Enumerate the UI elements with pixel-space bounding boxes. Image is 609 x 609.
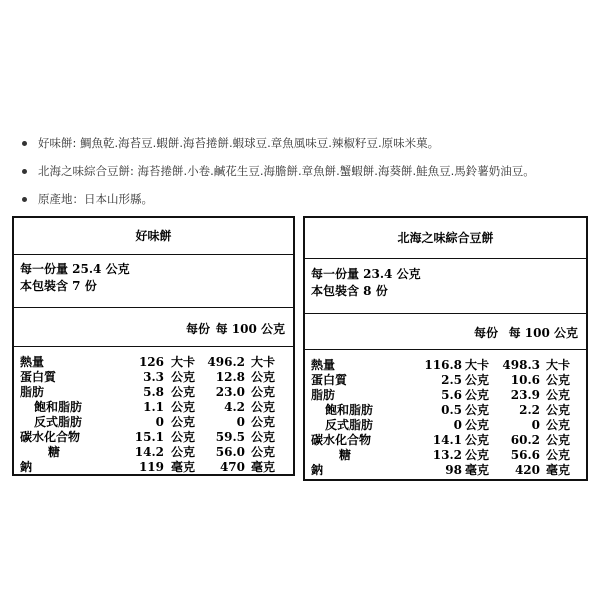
nutrient-name: 糖 [339, 448, 352, 462]
per-serving-value: 0 [453, 418, 462, 432]
per-100g-value: 56.0 [215, 445, 245, 459]
per-serving-unit: 公克 [465, 373, 490, 387]
per-100g-unit: 公克 [546, 373, 571, 387]
nutrient-name: 飽和脂肪 [34, 400, 83, 414]
nutrient-rows [14, 347, 293, 475]
serving-info [305, 259, 586, 314]
per-serving-unit: 毫克 [465, 463, 490, 477]
per-serving-unit: 公克 [171, 400, 196, 414]
nutrient-name: 反式脂肪 [34, 415, 83, 429]
per-serving-value: 14.2 [134, 445, 164, 459]
list-item [22, 129, 602, 157]
per-serving-value: 2.5 [441, 373, 462, 387]
per-100g-value: 10.6 [510, 373, 540, 387]
table-row [305, 418, 586, 433]
per-serving-unit: 公克 [171, 445, 196, 459]
list-item-text: 北海之味綜合豆餅: 海苔捲餅.小卷.鹹花生豆.海膽餅.章魚餅.蟹蝦餅.海葵餅.鮭魚豆.馬鈴薯奶油豆。 [38, 164, 535, 178]
table-row [14, 430, 293, 445]
table-row [305, 373, 586, 388]
per-100g-value: 0 [531, 418, 540, 432]
per-serving-unit: 公克 [465, 448, 490, 462]
table-row [305, 448, 586, 463]
nutrient-name: 蛋白質 [311, 373, 348, 387]
per-serving-unit: 大卡 [465, 358, 490, 372]
per-serving-unit: 毫克 [171, 460, 196, 474]
per-100g-unit: 大卡 [251, 355, 276, 369]
nutrient-name: 熱量 [20, 355, 45, 369]
per-100g-unit: 公克 [546, 388, 571, 402]
per-serving-unit: 公克 [171, 430, 196, 444]
per-100g-value: 420 [514, 463, 540, 477]
nutrient-rows [305, 350, 586, 478]
per-serving-value: 3.3 [143, 370, 164, 384]
per-100g-unit: 毫克 [251, 460, 276, 474]
per-100g-unit: 公克 [251, 430, 276, 444]
table-row [305, 463, 586, 478]
table-row [14, 370, 293, 385]
table-title: 北海之味綜合豆餅 [305, 218, 586, 259]
per-serving-unit: 公克 [171, 385, 196, 399]
per-100g-unit: 公克 [546, 403, 571, 417]
per-serving-header: 每份 [185, 322, 210, 336]
table-row [14, 445, 293, 460]
servings-per-pack: 本包裝含 8 份 [311, 284, 388, 298]
per-serving-value: 13.2 [432, 448, 462, 462]
list-item [22, 185, 602, 213]
list-item-text: 好味餅: 鯛魚乾.海苔豆.蝦餅.海苔捲餅.蝦球豆.章魚風味豆.辣椒籽豆.原味米菓。 [38, 136, 440, 150]
per-serving-value: 14.1 [432, 433, 462, 447]
table-row [14, 415, 293, 430]
table-row [14, 385, 293, 400]
nutrient-name: 鈉 [20, 460, 33, 474]
per-serving-value: 15.1 [134, 430, 164, 444]
nutrient-name: 脂肪 [311, 388, 336, 402]
per-100g-unit: 大卡 [546, 358, 571, 372]
nutrient-name: 鈉 [311, 463, 324, 477]
nutrient-name: 反式脂肪 [325, 418, 374, 432]
table-row [305, 388, 586, 403]
per-serving-value: 0.5 [441, 403, 462, 417]
bullet-icon [22, 169, 27, 174]
per-serving-value: 0 [155, 415, 164, 429]
nutrient-name: 蛋白質 [20, 370, 57, 384]
serving-size: 每一份量 25.4 公克 [20, 262, 130, 276]
per-100g-unit: 公克 [251, 400, 276, 414]
per-100g-value: 12.8 [215, 370, 245, 384]
table-title: 好味餅 [14, 218, 293, 255]
servings-per-pack: 本包裝含 7 份 [20, 279, 97, 293]
per-100g-value: 60.2 [510, 433, 540, 447]
nutrient-name: 糖 [48, 445, 61, 459]
per-serving-unit: 公克 [171, 370, 196, 384]
per-100g-header: 每 100 公克 [508, 326, 578, 340]
per-100g-value: 496.2 [207, 355, 245, 369]
per-100g-value: 4.2 [224, 400, 245, 414]
per-100g-unit: 公克 [546, 448, 571, 462]
per-serving-value: 98 [445, 463, 462, 477]
per-serving-unit: 公克 [465, 418, 490, 432]
nutrient-name: 飽和脂肪 [325, 403, 374, 417]
per-serving-unit: 大卡 [171, 355, 196, 369]
nutrient-name: 脂肪 [20, 385, 45, 399]
nutrient-name: 碳水化合物 [311, 433, 372, 447]
bullet-icon [22, 141, 27, 146]
per-100g-value: 470 [219, 460, 245, 474]
table-row [305, 433, 586, 448]
per-100g-unit: 毫克 [546, 463, 571, 477]
column-header [14, 308, 293, 347]
per-100g-value: 59.5 [215, 430, 245, 444]
per-100g-value: 2.2 [519, 403, 540, 417]
nutrient-name: 熱量 [311, 358, 336, 372]
per-100g-unit: 公克 [251, 415, 276, 429]
per-100g-value: 23.9 [510, 388, 540, 402]
per-100g-header: 每 100 公克 [215, 322, 285, 336]
table-row [14, 460, 293, 475]
table-row [305, 403, 586, 418]
per-100g-unit: 公克 [546, 433, 571, 447]
per-serving-unit: 公克 [465, 403, 490, 417]
per-100g-value: 498.3 [502, 358, 540, 372]
list-item-text: 原產地：日本山形縣。 [38, 192, 153, 206]
table-row [305, 358, 586, 373]
per-serving-unit: 公克 [171, 415, 196, 429]
per-serving-value: 119 [138, 460, 164, 474]
nutrition-table-hokkaido-mix [303, 216, 588, 481]
serving-info [14, 255, 293, 308]
per-serving-value: 126 [138, 355, 164, 369]
per-serving-value: 5.6 [441, 388, 462, 402]
per-serving-unit: 公克 [465, 388, 490, 402]
table-row [14, 355, 293, 370]
list-item [22, 157, 602, 185]
nutrition-table-haoweibing [12, 216, 295, 476]
nutrient-name: 碳水化合物 [20, 430, 81, 444]
serving-size: 每一份量 23.4 公克 [311, 267, 421, 281]
per-100g-value: 23.0 [215, 385, 245, 399]
per-100g-unit: 公克 [251, 445, 276, 459]
table-row [14, 400, 293, 415]
per-serving-unit: 公克 [465, 433, 490, 447]
per-serving-value: 1.1 [143, 400, 164, 414]
per-100g-value: 56.6 [510, 448, 540, 462]
per-100g-unit: 公克 [251, 385, 276, 399]
column-header [305, 314, 586, 350]
per-serving-value: 5.8 [143, 385, 164, 399]
per-100g-unit: 公克 [251, 370, 276, 384]
per-100g-value: 0 [236, 415, 245, 429]
per-serving-value: 116.8 [424, 358, 462, 372]
per-serving-header: 每份 [473, 326, 498, 340]
bullet-icon [22, 197, 27, 202]
product-info-list [22, 129, 602, 213]
per-100g-unit: 公克 [546, 418, 571, 432]
